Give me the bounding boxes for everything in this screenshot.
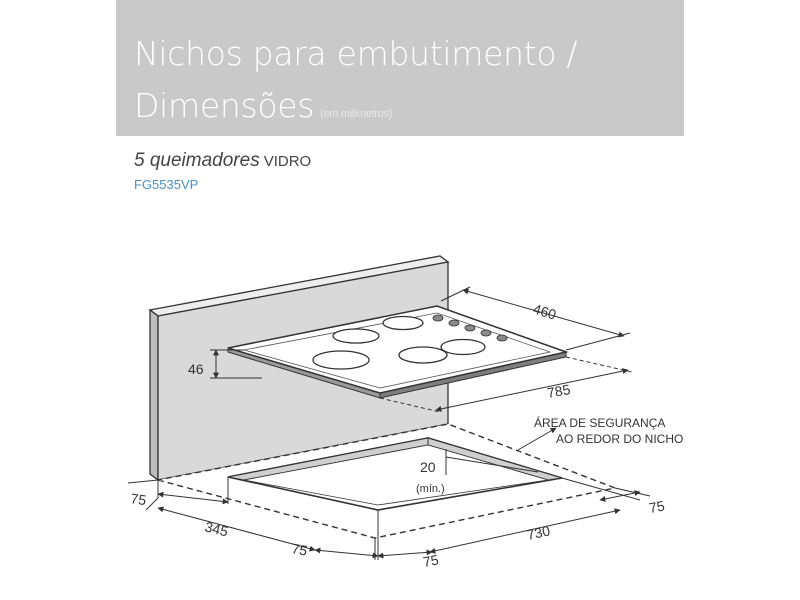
dim-cutout-width-label: 730 bbox=[525, 522, 552, 543]
dim-min-gap-note: (mín.) bbox=[416, 483, 445, 495]
title-line-1: Nichos para embutimento / bbox=[134, 34, 578, 73]
dim-depth-label: 460 bbox=[531, 300, 559, 323]
dim-min-gap-label: 20 bbox=[420, 459, 436, 475]
dim-margin-side-right-label: 75 bbox=[647, 497, 666, 516]
dim-width-label: 785 bbox=[545, 381, 572, 401]
dim-margin-front-right-label: 75 bbox=[421, 551, 440, 570]
dim-height-label: 46 bbox=[188, 361, 204, 377]
material-label: VIDRO bbox=[263, 153, 312, 170]
burner-count: 5 queimadores bbox=[134, 150, 260, 171]
dim-margin-left-label: 75 bbox=[129, 490, 148, 509]
dim-cutout-depth-label: 345 bbox=[203, 518, 230, 540]
title-main: Dimensões bbox=[134, 86, 315, 125]
dim-margin-front-label: 75 bbox=[290, 540, 309, 559]
model-code: FG5535VP bbox=[134, 177, 199, 192]
safety-note-line2: AO REDOR DO NICHO bbox=[556, 432, 684, 446]
safety-note-line1: ÁREA DE SEGURANÇA bbox=[534, 416, 666, 430]
title-unit-note: (em milímetros) bbox=[320, 108, 393, 120]
